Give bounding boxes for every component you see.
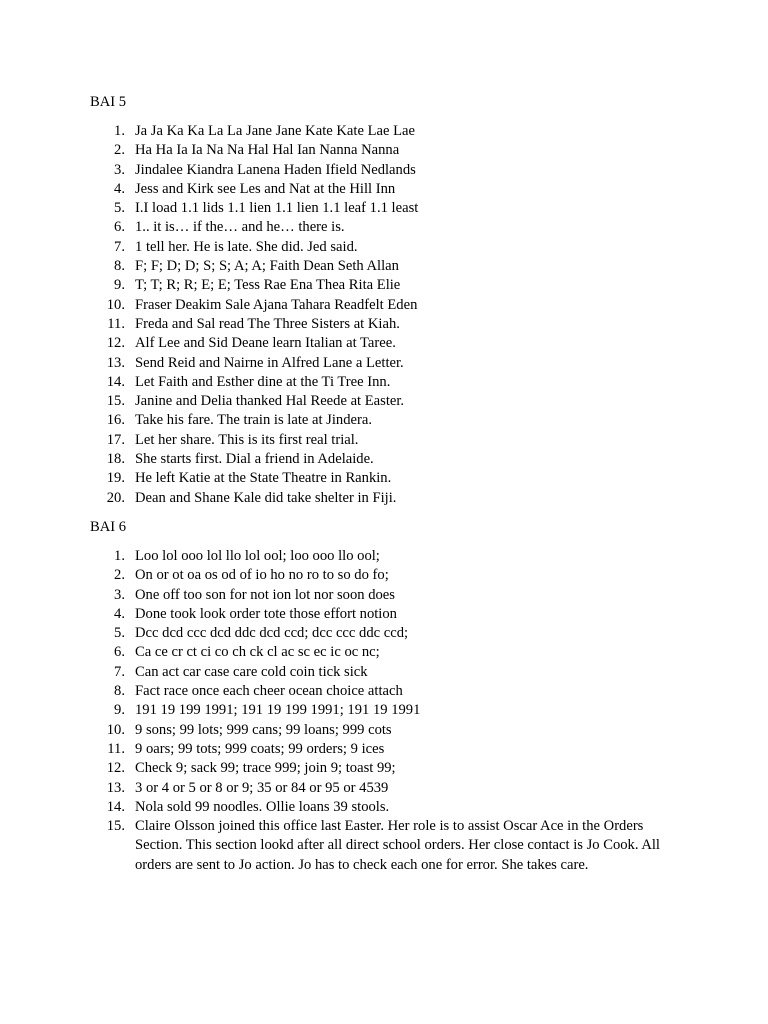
list-item: [0, 586, 768, 605]
list-item-number: 8.: [114, 258, 125, 275]
list-item-number: 9.: [114, 277, 125, 294]
list-item: [0, 122, 768, 141]
list-item-text: Claire Olsson joined this office last Easter. Her role is to assist Oscar Ace in the Orders Section. This section lookd after all direct school orders. Her close contact is Jo Cook. All orders are sent to Jo action. Jo has to check each one for error. She takes care.: [135, 818, 660, 873]
list-item: [0, 315, 768, 334]
list-item-number: 13.: [106, 779, 125, 796]
list-item: [0, 643, 768, 662]
list-item-number: 3.: [114, 586, 125, 603]
list-item-text: She starts first. Dial a friend in Adelaide.: [135, 451, 374, 468]
list-item-text: Dean and Shane Kale did take shelter in Fiji.: [135, 489, 397, 506]
list-item-text: Let Faith and Esther dine at the Ti Tree Inn.: [135, 373, 391, 390]
list-item-text: Jess and Kirk see Les and Nat at the Hill Inn: [135, 180, 396, 197]
list-item-number: 2.: [114, 567, 125, 584]
list-item-number: 18.: [106, 451, 125, 468]
list-item: [0, 411, 768, 430]
list-item-text: Send Reid and Nairne in Alfred Lane a Letter.: [135, 354, 404, 371]
list-item-text: He left Katie at the State Theatre in Rankin.: [135, 470, 392, 487]
list-item-number: 20.: [106, 489, 125, 506]
list-item-text: 191 19 199 1991; 191 19 199 1991; 191 19 1991: [135, 702, 421, 719]
list-item-text: T; T; R; R; E; E; Tess Rae Ena Thea Rita Elie: [135, 277, 401, 294]
list-item-text: Check 9; sack 99; trace 999; join 9; toast 99;: [135, 760, 396, 777]
list-item: [0, 469, 768, 488]
list-item-text: 1.. it is… if the… and he… there is.: [135, 219, 345, 236]
list-item-number: 12.: [106, 760, 125, 777]
list-item: [0, 817, 768, 875]
list-item-text: Done took look order tote those effort notion: [135, 605, 397, 622]
list-item: [0, 721, 768, 740]
list-item-number: 1.: [114, 548, 125, 564]
list-item-text: Fact race once each cheer ocean choice attach: [135, 683, 403, 700]
exercise-list-bai-5: [0, 122, 768, 508]
list-item: [0, 334, 768, 353]
list-item-number: 10.: [106, 721, 125, 738]
list-item: [0, 161, 768, 180]
list-item: [0, 663, 768, 682]
list-item-number: 5.: [114, 625, 125, 642]
list-item-text: One off too son for not ion lot nor soon does: [135, 586, 395, 603]
list-item-number: 19.: [106, 470, 125, 487]
list-item-number: 6.: [114, 219, 125, 236]
list-item-number: 13.: [106, 354, 125, 371]
list-item: [0, 354, 768, 373]
list-item-number: 14.: [106, 373, 125, 390]
list-item: [0, 682, 768, 701]
list-item-text: Fraser Deakim Sale Ajana Tahara Readfelt Eden: [135, 296, 418, 313]
list-item-number: 10.: [106, 296, 125, 313]
list-item-text: Loo lol ooo lol llo lol ool; loo ooo llo ool;: [135, 548, 380, 564]
list-item-number: 16.: [106, 412, 125, 429]
list-item-text: Jindalee Kiandra Lanena Haden Ifield Nedlands: [135, 161, 416, 178]
list-item-number: 15.: [106, 393, 125, 410]
list-item-number: 4.: [114, 180, 125, 197]
list-item: [0, 798, 768, 817]
list-item-number: 3.: [114, 161, 125, 178]
list-item-text: Janine and Delia thanked Hal Reede at Easter.: [135, 393, 405, 410]
list-item-text: Nola sold 99 noodles. Ollie loans 39 stools.: [135, 798, 390, 815]
list-item: [0, 740, 768, 759]
list-item-number: 6.: [114, 644, 125, 661]
list-item: [0, 257, 768, 276]
section-heading-bai-5: BAI 5: [90, 94, 127, 110]
list-item: [0, 779, 768, 798]
list-item: [0, 296, 768, 315]
list-item: [0, 276, 768, 295]
list-item: [0, 489, 768, 508]
list-item-text: 9 oars; 99 tots; 999 coats; 99 orders; 9 ices: [135, 740, 385, 757]
list-item: [0, 199, 768, 218]
list-item: [0, 373, 768, 392]
list-item-number: 5.: [114, 200, 125, 217]
list-item-number: 8.: [114, 683, 125, 700]
list-item: [0, 759, 768, 778]
list-item-number: 11.: [107, 315, 125, 332]
list-item: [0, 547, 768, 566]
list-item-text: Ha Ha Ia Ia Na Na Hal Hal Ian Nanna Nanna: [135, 142, 400, 159]
list-item: [0, 701, 768, 720]
section-heading-bai-6: BAI 6: [90, 519, 127, 535]
list-item-text: I.I load 1.1 lids 1.1 lien 1.1 lien 1.1 leaf 1.1 least: [135, 200, 419, 217]
list-item-number: 17.: [106, 431, 125, 448]
list-item-number: 15.: [106, 818, 125, 835]
list-item: [0, 238, 768, 257]
list-item-number: 14.: [106, 798, 125, 815]
list-item: [0, 624, 768, 643]
list-item: [0, 218, 768, 237]
list-item-number: 4.: [114, 605, 125, 622]
list-item-text: Take his fare. The train is late at Jindera.: [135, 412, 372, 429]
list-item: [0, 450, 768, 469]
list-item-number: 11.: [107, 740, 125, 757]
list-item-text: Dcc dcd ccc dcd ddc dcd ccd; dcc ccc ddc ccd;: [135, 625, 409, 642]
list-item-text: 9 sons; 99 lots; 999 cans; 99 loans; 999 cots: [135, 721, 392, 738]
list-item: [0, 605, 768, 624]
list-item-number: 7.: [114, 663, 125, 680]
list-item-text: Can act car case care cold coin tick sick: [135, 663, 368, 680]
exercise-list-bai-6: [0, 547, 768, 875]
list-item: [0, 141, 768, 160]
list-item-number: 7.: [114, 238, 125, 255]
list-item-text: Ja Ja Ka Ka La La Jane Jane Kate Kate Lae Lae: [135, 123, 415, 139]
list-item-text: On or ot oa os od of io ho no ro to so do fo;: [135, 567, 389, 584]
list-item-number: 12.: [106, 335, 125, 352]
list-item: [0, 431, 768, 450]
list-item-number: 2.: [114, 142, 125, 159]
list-item: [0, 392, 768, 411]
list-item: [0, 566, 768, 585]
list-item-text: Ca ce cr ct ci co ch ck cl ac sc ec ic oc nc;: [135, 644, 380, 661]
list-item-text: F; F; D; D; S; S; A; A; Faith Dean Seth Allan: [135, 258, 399, 275]
list-item-number: 1.: [114, 123, 125, 139]
list-item: [0, 180, 768, 199]
list-item-text: Freda and Sal read The Three Sisters at Kiah.: [135, 315, 400, 332]
list-item-text: Let her share. This is its first real trial.: [135, 431, 359, 448]
list-item-text: Alf Lee and Sid Deane learn Italian at Taree.: [135, 335, 396, 352]
list-item-number: 9.: [114, 702, 125, 719]
list-item-text: 1 tell her. He is late. She did. Jed said.: [135, 238, 358, 255]
list-item-text: 3 or 4 or 5 or 8 or 9; 35 or 84 or 95 or 4539: [135, 779, 389, 796]
